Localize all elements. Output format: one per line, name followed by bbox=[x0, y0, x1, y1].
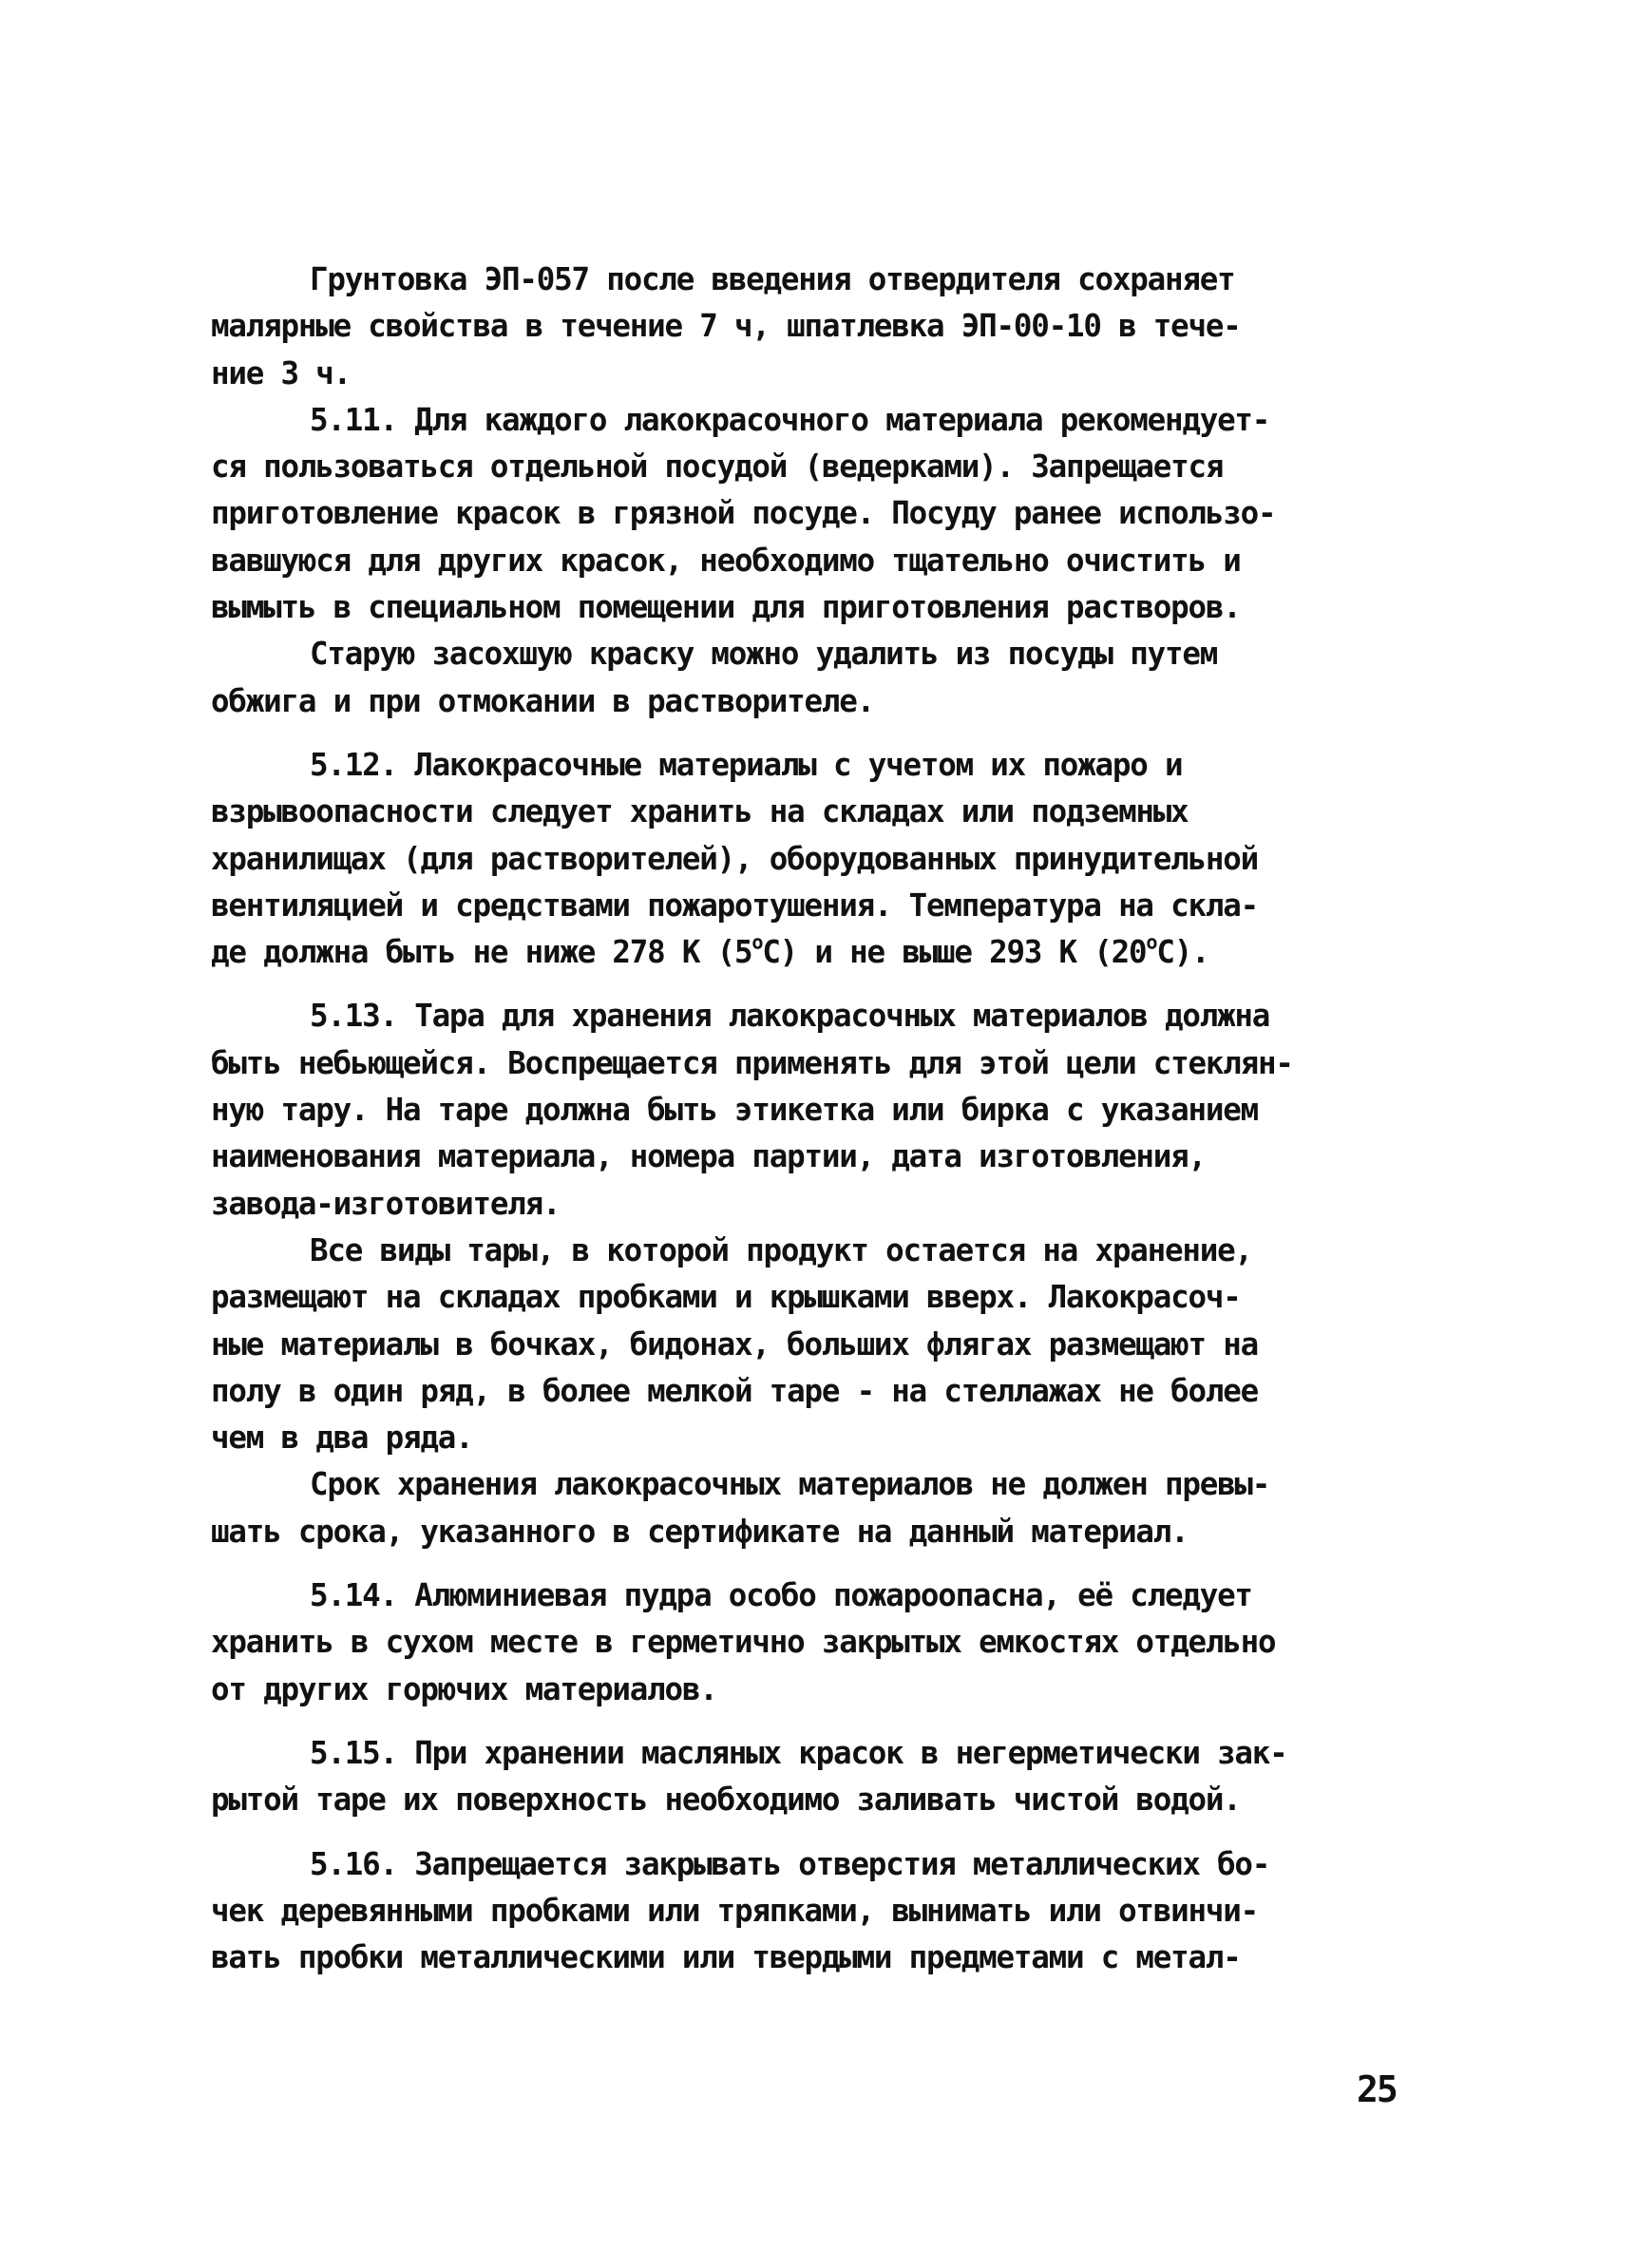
text-line: 5.13. Тара для хранения лакокрасочных материалов должна bbox=[310, 998, 1270, 1035]
text-line: малярные свойства в течение 7 ч, шпатлевка ЭП-00-10 в тече- bbox=[211, 308, 1241, 345]
paragraph-5-11 bbox=[211, 397, 1379, 631]
paragraph-5-15 bbox=[211, 1730, 1379, 1824]
paragraph-container-storage bbox=[211, 1228, 1379, 1461]
paragraph-primer-properties bbox=[211, 257, 1379, 397]
text-line: Грунтовка ЭП-057 после введения отвердителя сохраняет bbox=[310, 261, 1235, 297]
text-segment: С) и не выше 293 К (20 bbox=[762, 934, 1147, 971]
text-line: 5.12. Лакокрасочные материалы с учетом их пожаро и bbox=[310, 746, 1183, 783]
text-line: полу в один ряд, в более мелкой таре - на стеллажах не более bbox=[211, 1372, 1258, 1409]
text-line: вавшуюся для других красок, необходимо тщательно очистить и bbox=[211, 542, 1241, 579]
text-line: вать пробки металлическими или твердыми предметами с метал- bbox=[211, 1939, 1241, 1976]
text-line: 5.16. Запрещается закрывать отверстия металлических бо- bbox=[310, 1845, 1270, 1882]
text-line: Срок хранения лакокрасочных материалов не должен превы- bbox=[310, 1466, 1270, 1503]
text-segment: С). bbox=[1156, 934, 1209, 971]
paragraph-5-13 bbox=[211, 993, 1379, 1227]
text-line: Старую засохшую краску можно удалить из посуды путем bbox=[310, 636, 1218, 673]
text-line-temperature bbox=[211, 929, 1379, 976]
text-line: завода-изготовителя. bbox=[211, 1185, 561, 1222]
text-line: обжига и при отмокании в растворителе. bbox=[211, 682, 874, 719]
text-line: шать срока, указанного в сертификате на данный материал. bbox=[211, 1513, 1189, 1550]
text-line: чем в два ряда. bbox=[211, 1420, 473, 1457]
paragraph-spacer bbox=[211, 1555, 1379, 1572]
paragraph-spacer bbox=[211, 1824, 1379, 1841]
paragraph-old-paint bbox=[211, 631, 1379, 725]
text-line: наименования материала, номера партии, дата изготовления, bbox=[211, 1138, 1206, 1175]
text-line: рытой таре их поверхность необходимо заливать чистой водой. bbox=[211, 1782, 1241, 1819]
text-line: ную тару. На таре должна быть этикетка или бирка с указанием bbox=[211, 1092, 1258, 1129]
paragraph-spacer bbox=[211, 725, 1379, 742]
paragraph-spacer bbox=[211, 976, 1379, 993]
text-line: 5.11. Для каждого лакокрасочного материала рекомендует- bbox=[310, 401, 1270, 438]
degree-sign: о bbox=[751, 930, 763, 954]
text-line: взрывоопасности следует хранить на складах или подземных bbox=[211, 793, 1189, 830]
paragraph-5-14 bbox=[211, 1572, 1379, 1713]
text-line: размещают на складах пробками и крышками вверх. Лакокрасоч- bbox=[211, 1279, 1241, 1316]
text-line: 5.14. Алюминиевая пудра особо пожароопасна, её следует bbox=[310, 1577, 1252, 1614]
paragraph-spacer bbox=[211, 1713, 1379, 1730]
text-line: ные материалы в бочках, бидонах, больших флягах размещают на bbox=[211, 1325, 1258, 1363]
degree-sign: о bbox=[1146, 930, 1157, 954]
page-number: 25 bbox=[1357, 2068, 1397, 2110]
paragraph-5-16 bbox=[211, 1841, 1379, 1982]
text-line: Все виды тары, в которой продукт остается на хранение, bbox=[310, 1231, 1252, 1268]
text-line: чек деревянными пробками или тряпками, вынимать или отвинчи- bbox=[211, 1892, 1258, 1929]
paragraph-5-12 bbox=[211, 742, 1379, 976]
text-line: от других горючих материалов. bbox=[211, 1670, 717, 1707]
text-line: хранилищах (для растворителей), оборудованных принудительной bbox=[211, 840, 1258, 877]
text-line: вентиляцией и средствами пожаротушения. Температура на скла- bbox=[211, 886, 1258, 924]
body-text bbox=[211, 257, 1379, 1981]
text-line: ние 3 ч. bbox=[211, 354, 351, 391]
text-line: приготовление красок в грязной посуде. Посуду ранее использо- bbox=[211, 495, 1276, 532]
text-line: быть небьющейся. Воспрещается применять для этой цели стеклян- bbox=[211, 1044, 1293, 1081]
text-line: ся пользоваться отдельной посудой (ведерками). Запрещается bbox=[211, 448, 1224, 486]
text-line: 5.15. При хранении масляных красок в негерметически зак- bbox=[310, 1734, 1287, 1771]
text-segment: де должна быть не ниже 278 К (5 bbox=[211, 934, 752, 971]
text-line: хранить в сухом месте в герметично закрытых емкостях отдельно bbox=[211, 1624, 1276, 1661]
text-line: вымыть в специальном помещении для приготовления растворов. bbox=[211, 589, 1241, 626]
paragraph-shelf-life bbox=[211, 1461, 1379, 1555]
